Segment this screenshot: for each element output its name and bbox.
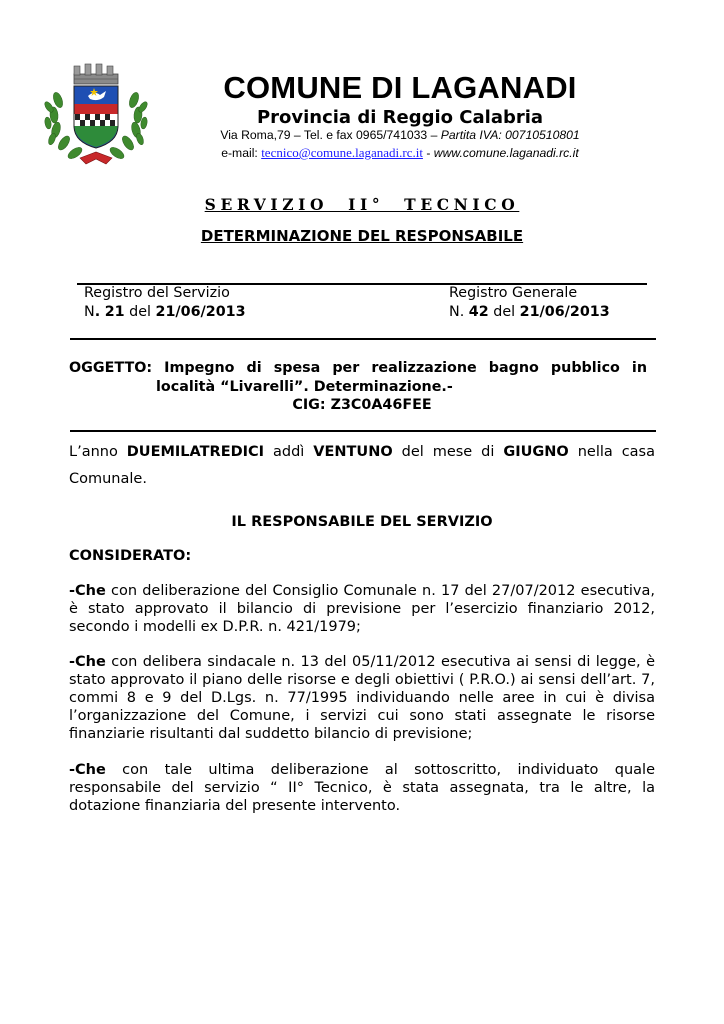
address-text: Via Roma,79 – Tel. e fax 0965/741033 – — [220, 128, 441, 142]
general-registry-label: Registro Generale — [449, 285, 578, 301]
cig-code: CIG: Z3C0A46FEE — [292, 397, 432, 413]
paragraph — [69, 582, 655, 636]
general-number: 42 — [468, 304, 489, 320]
vat-number: Partita IVA: 00710510801 — [440, 128, 580, 142]
del-word: del — [493, 304, 516, 320]
opening-text: L’anno — [69, 444, 118, 460]
general-registry-number — [449, 303, 610, 322]
service-registry-label: Registro del Servizio — [84, 285, 230, 301]
subject-line-1: OGGETTO: Impegno di spesa per realizzazione bagno pubblico in — [69, 360, 647, 376]
paragraph-lead: -Che — [69, 654, 106, 670]
coat-of-arms-icon — [44, 60, 148, 168]
service-heading: SERVIZIO II° TECNICO — [204, 195, 520, 214]
contact-line — [180, 145, 620, 161]
determination-heading: DETERMINAZIONE DEL RESPONSABILE — [200, 227, 524, 245]
service-date: 21/06/2013 — [155, 304, 246, 320]
general-date: 21/06/2013 — [519, 304, 610, 320]
service-registry-number — [84, 303, 246, 322]
opening-line-1 — [69, 443, 655, 462]
divider — [70, 430, 656, 432]
paragraph-text: con tale ultima deliberazione al sottoscritto, individuato quale responsabile del servizio “ II° Tecnico, è stata assegnata, tra le altre, la dotazione finanziaria del presente intervento. — [69, 762, 655, 814]
n-prefix: N. — [449, 304, 465, 320]
paragraph — [69, 653, 655, 743]
subject-line-2: località “Livarelli”. Determinazione.- — [156, 379, 453, 395]
service-number: 21 — [104, 304, 125, 320]
paragraph — [69, 761, 655, 815]
n-prefix: N — [84, 304, 95, 320]
del-word: del — [129, 304, 151, 320]
email-link[interactable]: tecnico@comune.laganadi.rc.it — [261, 145, 423, 160]
paragraph-lead: -Che — [69, 583, 106, 599]
divider — [70, 338, 656, 340]
opening-text: nella casa — [577, 444, 655, 460]
opening-text: del mese di — [401, 444, 495, 460]
email-label: e-mail: — [221, 146, 262, 160]
month-text: GIUGNO — [503, 444, 569, 460]
province-subtitle: Provincia di Reggio Calabria — [256, 107, 544, 128]
website-text: www.comune.laganadi.rc.it — [433, 146, 579, 160]
address-line — [180, 128, 620, 143]
considerato-heading: CONSIDERATO: — [69, 548, 192, 564]
paragraph-lead: -Che — [69, 762, 106, 778]
responsible-title: IL RESPONSABILE DEL SERVIZIO — [231, 514, 493, 530]
paragraph-text: con delibera sindacale n. 13 del 05/11/2012 esecutiva ai sensi di legge, è stato approvato il piano delle risorse e degli obiettivi ( P.R.O.) ai sensi dell’art. 7, commi 8 e 9 del D.Lgs. n. 77/1995 individuando nelle aree in cui è divisa l’organizzazione del Comune, i servizi cui sono stati assegnate le risorse finanziarie risultanti dal suddetto bilancio di previsione; — [69, 654, 655, 742]
day-text: VENTUNO — [313, 444, 393, 460]
contact-separator: - — [422, 146, 434, 160]
year-text: DUEMILATREDICI — [126, 444, 265, 460]
n-dot: . — [94, 304, 101, 320]
opening-text: addì — [273, 444, 305, 460]
opening-line-2: Comunale. — [69, 471, 147, 487]
municipality-title: COMUNE DI LAGANADI — [223, 70, 577, 105]
paragraph-text: con deliberazione del Consiglio Comunale n. 17 del 27/07/2012 esecutiva, è stato approvato il bilancio di previsione per l’esercizio finanziario 2012, secondo i modelli ex D.P.R. n. 421/1979; — [69, 583, 655, 635]
